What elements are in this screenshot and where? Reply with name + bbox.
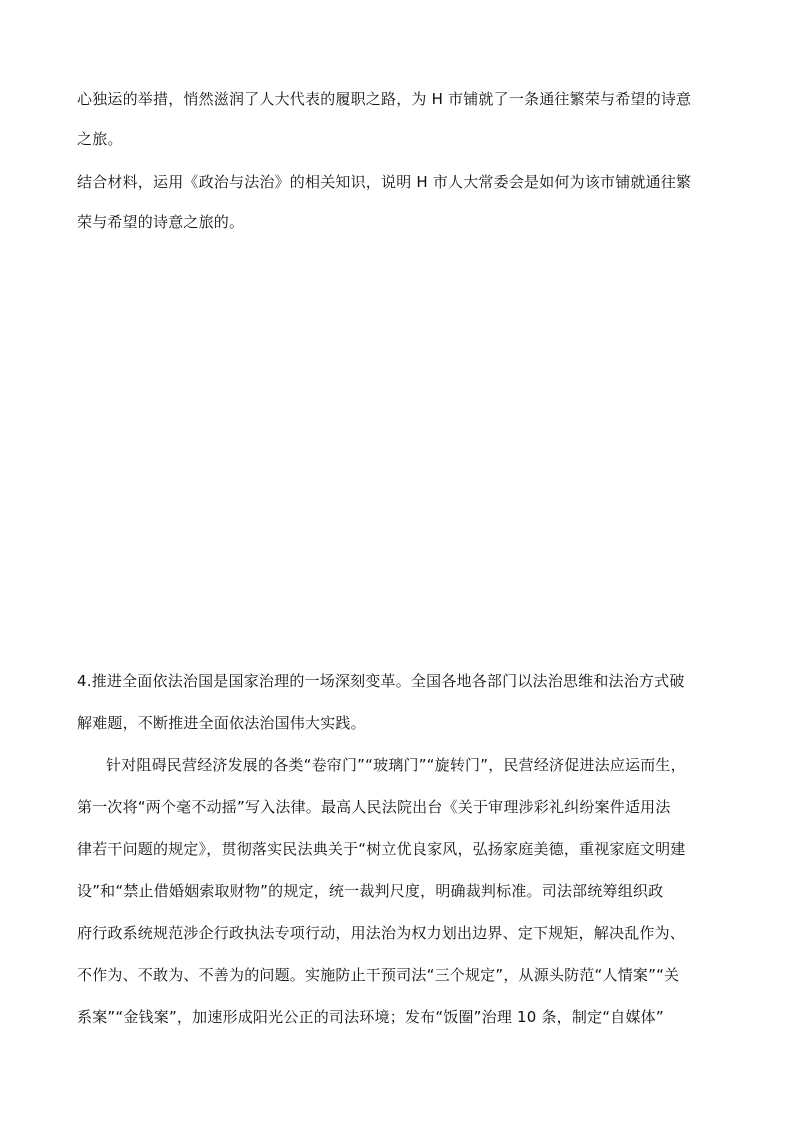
material-line: 设”和“禁止借婚姻索取财物”的规定，统一裁判尺度，明确裁判标准。司法部统筹组织政 bbox=[77, 882, 664, 900]
material-line: 府行政系统规范涉企行政执法专项行动，用法治为权力划出边界、定下规矩，解决乱作为、 bbox=[77, 924, 686, 942]
question-line: 结合材料，运用《政治与法治》的相关知识，说明 H 市人大常委会是如何为该市铺就通往繁 bbox=[77, 173, 692, 191]
material-line: 针对阻碍民营经济发展的各类“卷帘门”“玻璃门”“旋转门”，民营经济促进法应运而生， bbox=[106, 756, 686, 774]
question-line: 荣与希望的诗意之旅的。 bbox=[77, 213, 245, 231]
material-line: 不作为、不敢为、不善为的问题。实施防止干预司法“三个规定”，从源头防范“人情案”“关 bbox=[77, 966, 680, 984]
question-4-intro: 解难题，不断推进全面依法治国伟大实践。 bbox=[77, 714, 366, 732]
material-line: 律若干问题的规定》，贯彻落实民法典关于“树立优良家风，弘扬家庭美德，重视家庭文明建 bbox=[77, 840, 686, 858]
material-line: 系案”“金钱案”，加速形成阳光公正的司法环境；发布“饭圈”治理 10 条，制定“自媒体” bbox=[77, 1008, 664, 1026]
paragraph-line: 之旅。 bbox=[77, 130, 123, 148]
material-line: 第一次将“两个毫不动摇”写入法律。最高人民法院出台《关于审理涉彩礼纠纷案件适用法 bbox=[77, 798, 671, 816]
question-4-intro: 4.推进全面依法治国是国家治理的一场深刻变革。全国各地各部门以法治思维和法治方式破 bbox=[77, 672, 685, 690]
paragraph-line: 心独运的举措，悄然滋润了人大代表的履职之路，为 H 市铺就了一条通往繁荣与希望的诗意 bbox=[77, 90, 692, 108]
